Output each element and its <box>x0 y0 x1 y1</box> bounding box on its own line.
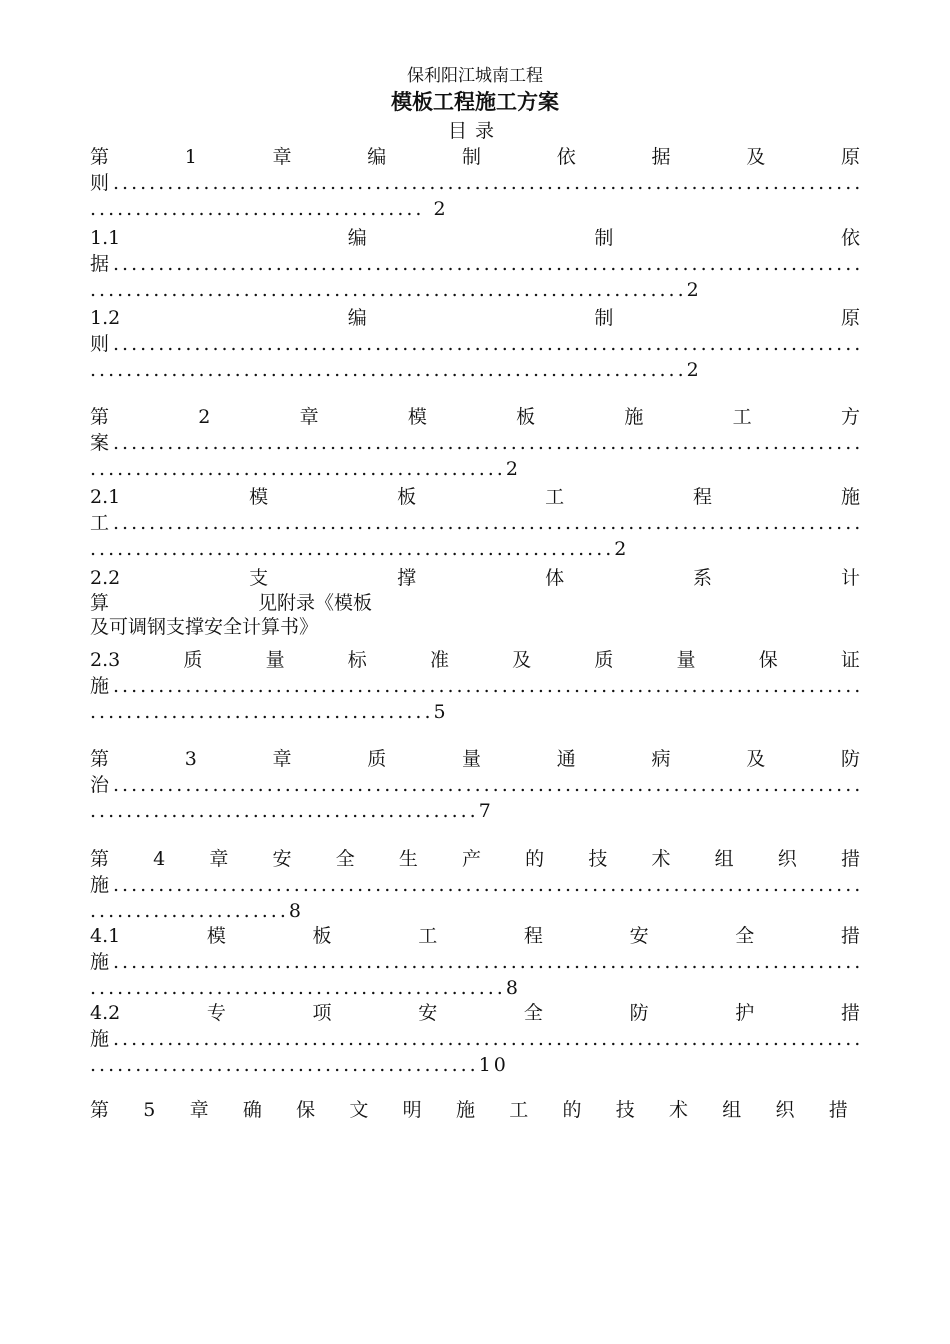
project-header: 保利阳江城南工程 <box>407 66 543 86</box>
toc-word: 编 <box>347 307 367 329</box>
toc-word: 第 <box>90 406 110 428</box>
toc-word: 计 <box>840 567 860 589</box>
toc-word: 的 <box>525 848 545 870</box>
toc-entry-title-line <box>90 647 860 673</box>
toc-entry-page-line <box>90 898 860 924</box>
toc-word: 证 <box>840 649 860 671</box>
toc-word: 制 <box>594 307 614 329</box>
toc-entry-title-line <box>90 144 860 170</box>
dot-leader: .............................................. <box>90 458 506 480</box>
toc-word: 据 <box>90 253 110 275</box>
toc-entry-title-line <box>90 746 860 772</box>
toc-entry-title-line <box>90 565 860 591</box>
toc-entry-title-line <box>90 846 860 872</box>
toc-word: 术 <box>669 1099 689 1121</box>
toc-word: 体 <box>545 567 565 589</box>
toc-word: 第 <box>90 848 110 870</box>
toc-word: 安 <box>418 1002 438 1024</box>
toc-word: 措 <box>828 1099 848 1121</box>
toc-entry-chapter-3[interactable] <box>90 746 860 824</box>
toc-word: 准 <box>429 649 449 671</box>
toc-word: 施 <box>90 951 110 973</box>
toc-word: 组 <box>722 1099 742 1121</box>
toc-entry-leader-line <box>90 251 860 277</box>
toc-word: 保 <box>296 1099 316 1121</box>
page-number: 2 <box>686 279 702 301</box>
toc-word: 项 <box>312 1002 332 1024</box>
toc-entry-chapter-4[interactable] <box>90 846 860 924</box>
toc-word: 及 <box>512 649 532 671</box>
toc-word: 安 <box>629 925 649 947</box>
toc-entry-leader-line <box>90 872 860 898</box>
toc-word: 撑 <box>397 567 417 589</box>
page-number: 5 <box>433 701 449 723</box>
toc-entry-page-line <box>90 975 860 1001</box>
toc-entry-title-line <box>90 305 860 331</box>
dot-leader: ..................................... <box>90 198 425 220</box>
toc-word: 2.3 <box>90 649 121 671</box>
toc-entry-chapter-1[interactable] <box>90 144 860 222</box>
dot-leader: ...................................... <box>90 701 434 723</box>
toc-entry-leader-line <box>90 331 860 357</box>
dot-leader <box>113 510 860 536</box>
toc-word: 3 <box>184 748 197 770</box>
toc-entry-title-line <box>90 1097 860 1123</box>
toc-word: 章 <box>272 748 292 770</box>
toc-word: 4 <box>153 848 166 870</box>
toc-word: 章 <box>272 146 292 168</box>
toc-word: 标 <box>347 649 367 671</box>
toc-entry-page-line <box>90 357 860 383</box>
toc-word: 通 <box>556 748 576 770</box>
page-number: 2 <box>433 198 449 220</box>
toc-word: 病 <box>651 748 671 770</box>
toc-word: 织 <box>775 1099 795 1121</box>
page-number: 7 <box>478 800 494 822</box>
toc-word: 术 <box>651 848 671 870</box>
toc-word: 量 <box>265 649 285 671</box>
toc-word: 量 <box>676 649 696 671</box>
toc-word: 2.2 <box>90 567 121 589</box>
toc-word: 织 <box>777 848 797 870</box>
toc-word: 技 <box>615 1099 635 1121</box>
toc-word: 技 <box>588 848 608 870</box>
toc-entry-4-1[interactable] <box>90 923 860 1001</box>
dot-leader: ........................................... <box>90 800 479 822</box>
toc-heading: 目录 <box>447 120 502 142</box>
toc-word: 则 <box>90 172 110 194</box>
toc-word: 章 <box>189 1099 209 1121</box>
toc-entry-page-line <box>90 1052 860 1078</box>
toc-entry-leader-line <box>90 510 860 536</box>
dot-leader: .................................................................. <box>90 279 687 301</box>
toc-word: 工 <box>509 1099 529 1121</box>
toc-entry-chapter-2[interactable] <box>90 404 860 482</box>
toc-word: 编 <box>367 146 387 168</box>
toc-word: 工 <box>90 512 110 534</box>
toc-entry-leader-line <box>90 1026 860 1052</box>
toc-word: 1.1 <box>90 227 121 249</box>
toc-word: 确 <box>242 1099 262 1121</box>
page-number: 8 <box>288 900 304 922</box>
toc-word: 安 <box>272 848 292 870</box>
toc-word: 全 <box>735 925 755 947</box>
toc-word: 第 <box>90 748 110 770</box>
toc-word: 制 <box>594 227 614 249</box>
toc-word: 板 <box>516 406 536 428</box>
toc-entry-leader-line <box>90 949 860 975</box>
toc-word: 4.1 <box>90 925 121 947</box>
page-number: 8 <box>505 977 521 999</box>
toc-entry-title-line <box>90 1000 860 1026</box>
toc-word: 1 <box>184 146 197 168</box>
toc-word: 的 <box>562 1099 582 1121</box>
toc-word: 量 <box>462 748 482 770</box>
dot-leader <box>113 331 860 357</box>
toc-word: 措 <box>840 1002 860 1024</box>
dot-leader <box>113 772 860 798</box>
page-number: 2 <box>614 538 630 560</box>
toc-word: 程 <box>523 925 543 947</box>
toc-entry-2-3[interactable] <box>90 647 860 725</box>
toc-word: 依 <box>840 227 860 249</box>
toc-entry-leader-line <box>90 772 860 798</box>
toc-entry-leader-line <box>90 430 860 456</box>
dot-leader: ........................................... <box>90 1054 479 1076</box>
toc-entry-page-line <box>90 798 860 824</box>
toc-word: 2.1 <box>90 486 121 508</box>
toc-word: 2 <box>198 406 211 428</box>
toc-word: 原 <box>840 307 860 329</box>
toc-word: 防 <box>629 1002 649 1024</box>
document-title: 模板工程施工方案 <box>391 89 559 114</box>
toc-word: 章 <box>299 406 319 428</box>
toc-word: 第 <box>90 146 110 168</box>
toc-word: 方 <box>840 406 860 428</box>
toc-entry-page-line <box>90 456 860 482</box>
toc-word: 护 <box>735 1002 755 1024</box>
toc-entry-third-line: 及可调钢支撑安全计算书》 <box>90 616 319 638</box>
toc-word: 明 <box>402 1099 422 1121</box>
toc-word: 施 <box>840 486 860 508</box>
toc-entry-page-line <box>90 196 860 222</box>
toc-word: 模 <box>249 486 269 508</box>
page-number: 2 <box>505 458 521 480</box>
toc-word: 依 <box>556 146 576 168</box>
dot-leader <box>113 872 860 898</box>
toc-word: 组 <box>714 848 734 870</box>
toc-entry-2-1[interactable] <box>90 484 860 562</box>
toc-word: 施 <box>624 406 644 428</box>
toc-word: 专 <box>206 1002 226 1024</box>
toc-word: 措 <box>840 848 860 870</box>
dot-leader: .............................................. <box>90 977 506 999</box>
page-number: 10 <box>478 1054 509 1076</box>
toc-entry-4-2[interactable] <box>90 1000 860 1078</box>
toc-entry-title-line <box>90 225 860 251</box>
toc-word: 治 <box>90 774 110 796</box>
toc-entry-leader-line <box>90 673 860 699</box>
toc-word: 及 <box>746 146 766 168</box>
toc-entry-leader-line <box>90 170 860 196</box>
dot-leader <box>113 251 860 277</box>
toc-word: 产 <box>462 848 482 870</box>
toc-entry-2-2[interactable] <box>90 565 860 639</box>
toc-word: 模 <box>206 925 226 947</box>
toc-word: 章 <box>209 848 229 870</box>
toc-entry-page-line <box>90 699 860 725</box>
toc-entry-1-1[interactable] <box>90 225 860 303</box>
dot-leader <box>113 170 860 196</box>
toc-entry-page-line <box>90 536 860 562</box>
toc-word: 文 <box>349 1099 369 1121</box>
toc-word: 措 <box>840 925 860 947</box>
dot-leader <box>113 673 860 699</box>
toc-word: 则 <box>90 333 110 355</box>
toc-word: 模 <box>407 406 427 428</box>
toc-word: 案 <box>90 432 110 454</box>
toc-word: 及 <box>746 748 766 770</box>
toc-word: 质 <box>594 649 614 671</box>
toc-word: 据 <box>651 146 671 168</box>
toc-word: 系 <box>693 567 713 589</box>
toc-word: 制 <box>462 146 482 168</box>
toc-word: 全 <box>335 848 355 870</box>
toc-word: 施 <box>90 1028 110 1050</box>
toc-word: 板 <box>397 486 417 508</box>
toc-entry-chapter-5[interactable] <box>90 1097 860 1123</box>
dot-leader: .................................................................. <box>90 359 687 381</box>
toc-word: 4.2 <box>90 1002 121 1024</box>
dot-leader: .......................................................... <box>90 538 615 560</box>
toc-word: 5 <box>143 1099 156 1121</box>
toc-word: 编 <box>347 227 367 249</box>
toc-word: 保 <box>758 649 778 671</box>
toc-word: 程 <box>693 486 713 508</box>
toc-word: 质 <box>367 748 387 770</box>
toc-entry-title-line <box>90 404 860 430</box>
toc-entry-title-line <box>90 923 860 949</box>
toc-word: 施 <box>455 1099 475 1121</box>
toc-word: 生 <box>398 848 418 870</box>
toc-word: 支 <box>249 567 269 589</box>
toc-word: 1.2 <box>90 307 121 329</box>
toc-word: 工 <box>545 486 565 508</box>
appendix-reference: 见附录《模板 <box>258 592 373 614</box>
dot-leader <box>113 1026 860 1052</box>
toc-word: 工 <box>732 406 752 428</box>
toc-entry-1-2[interactable] <box>90 305 860 383</box>
toc-word: 第 <box>90 1099 110 1121</box>
toc-entry-title-line <box>90 484 860 510</box>
toc-entry-second-line <box>90 591 860 615</box>
toc-word: 板 <box>312 925 332 947</box>
toc-word: 防 <box>840 748 860 770</box>
dot-leader <box>113 430 860 456</box>
page-number: 2 <box>686 359 702 381</box>
toc-word: 原 <box>840 146 860 168</box>
toc-entry-page-line <box>90 277 860 303</box>
dot-leader <box>113 949 860 975</box>
toc-word: 施 <box>90 874 110 896</box>
toc-word: 质 <box>183 649 203 671</box>
dot-leader: ...................... <box>90 900 289 922</box>
toc-word: 工 <box>418 925 438 947</box>
toc-word: 算 <box>90 592 110 614</box>
toc-word: 全 <box>523 1002 543 1024</box>
toc-word: 施 <box>90 675 110 697</box>
